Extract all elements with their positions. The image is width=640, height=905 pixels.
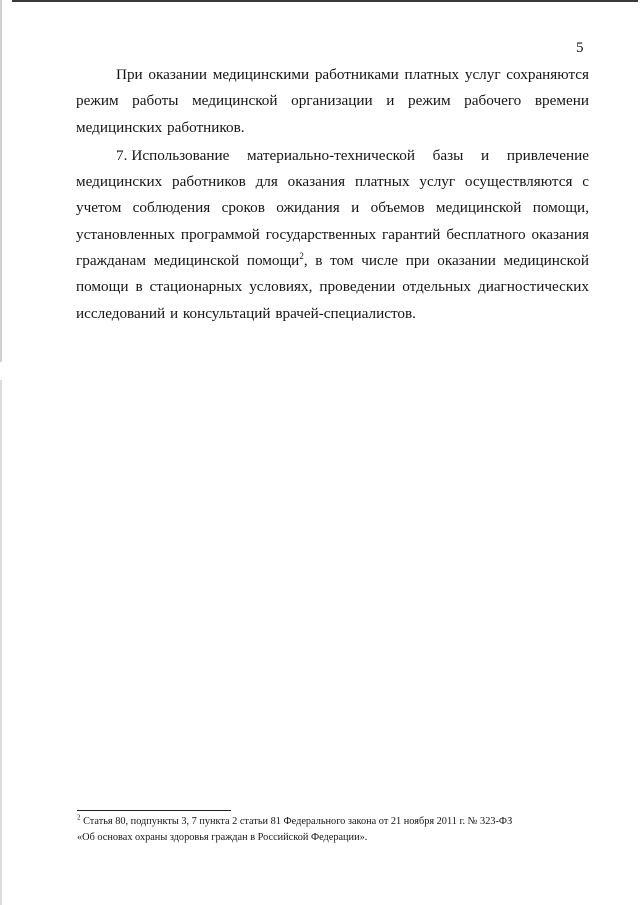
footnote-line-1 <box>77 814 589 830</box>
paragraph-paid-services-schedule <box>76 62 589 141</box>
page-number: 5 <box>576 40 584 56</box>
paragraph-number: 7. <box>116 146 128 164</box>
paragraph-7-text-before-ref: Использование материально-технической базы и привлечение медицинских работников для оказания платных услуг осуществляются с учетом соблюдения сроков ожидания и объемов медицинской помощи, установленных программой государственных гарантий бесплатного оказания гражданам медицинской помощи <box>76 146 589 270</box>
footnote-marker: 2 <box>77 813 81 822</box>
scan-edge-top <box>12 0 638 2</box>
footnote-text-line-2: «Об основах охраны здоровья граждан в Российской Федерации». <box>77 832 368 843</box>
scan-edge-left <box>0 0 2 905</box>
paragraph-1-text: При оказании медицинскими работниками платных услуг сохраняются режим работы медицинской организации и режим рабочего времени медицинских работников. <box>76 66 589 136</box>
footnote <box>77 814 589 846</box>
footnote-divider <box>77 810 231 811</box>
paragraph-7-text-after-ref: , в том числе при оказании медицинской помощи в стационарных условиях, проведении отдельных диагностических исследований и консультаций врачей-специалистов. <box>76 252 589 322</box>
paragraph-7-material-base <box>76 143 589 327</box>
main-text <box>76 62 589 327</box>
footnote-reference: 2 <box>299 251 304 262</box>
footnote-text-line-1: Статья 80, подпункты 3, 7 пункта 2 статьи 81 Федерального закона от 21 ноября 2011 г. № 323-ФЗ <box>80 816 513 827</box>
